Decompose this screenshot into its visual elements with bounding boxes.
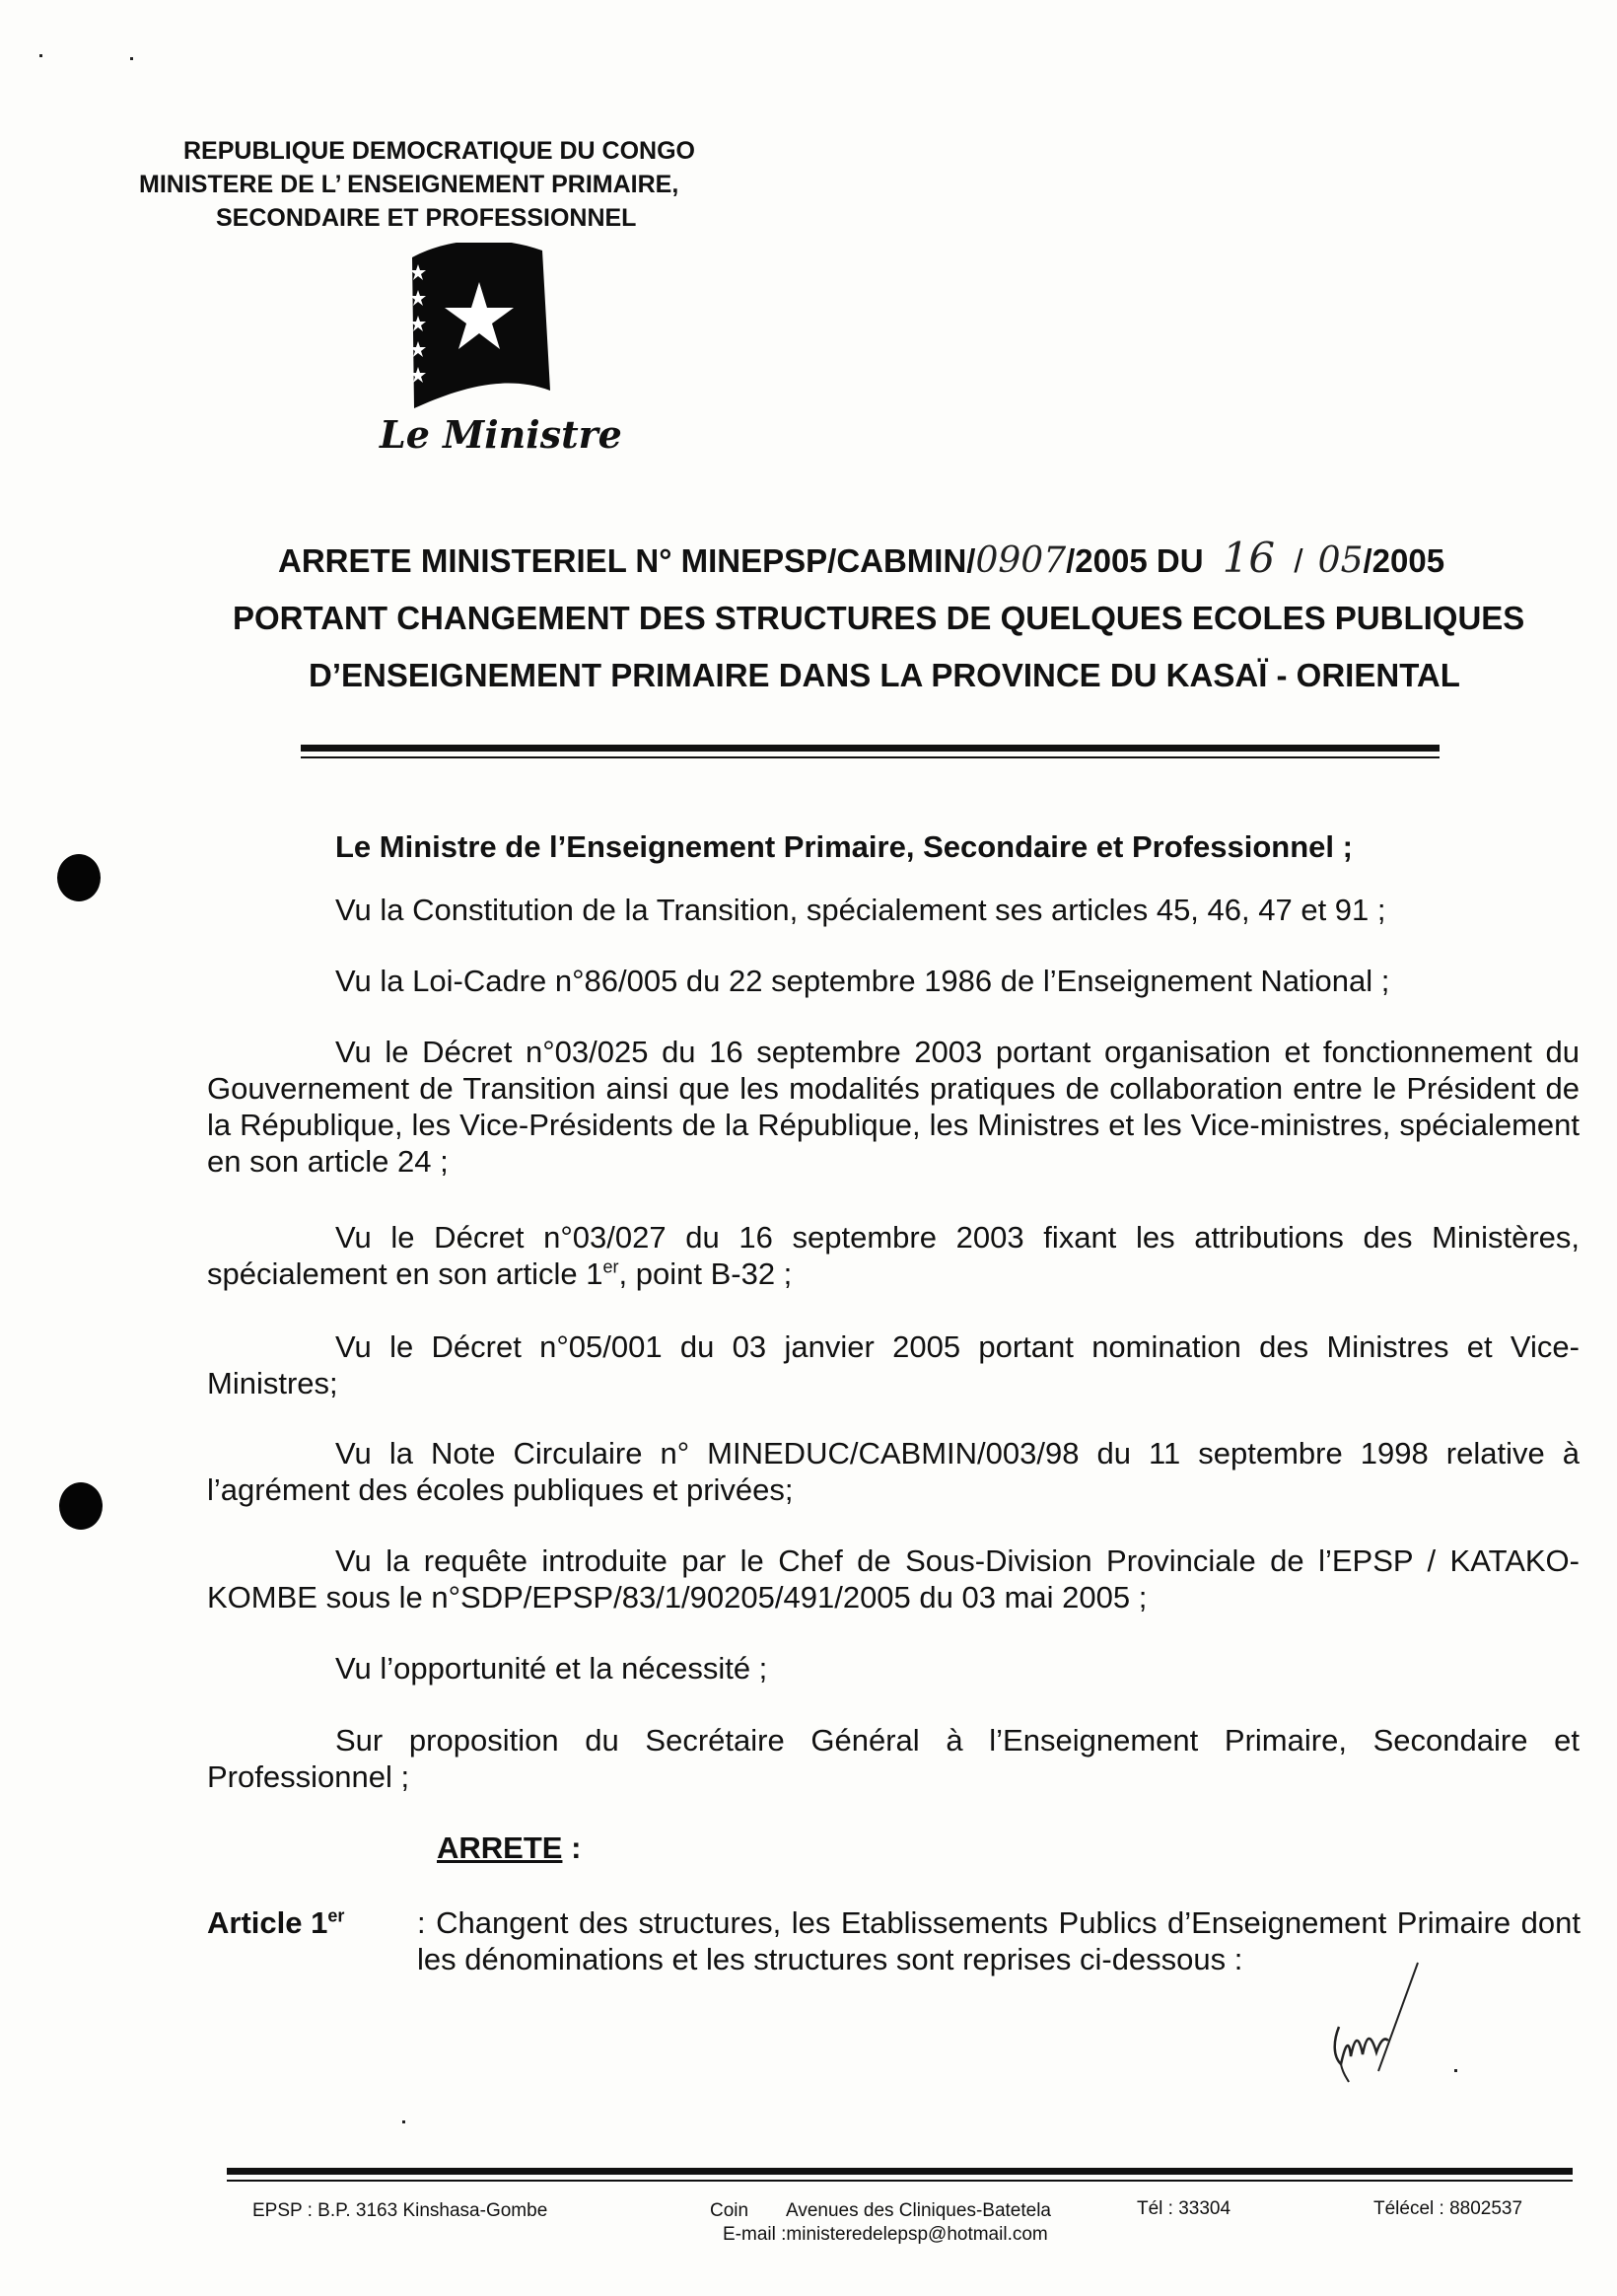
decret-03-027-end: , point B-32 ;: [618, 1256, 793, 1291]
handwritten-month: 05: [1317, 540, 1364, 581]
republic-name: REPUBLIQUE DEMOCRATIQUE DU CONGO: [183, 137, 695, 165]
decree-title-line1: [278, 534, 1444, 586]
scan-speck: [1454, 2069, 1457, 2072]
title-divider-thin: [301, 756, 1440, 758]
scan-speck: [39, 54, 42, 57]
considerant-requete: Vu la requête introduite par le Chef de Sous-Division Provinciale de l’EPSP / KATAKO-KOMBE sous le n°SDP/EPSP/83/1/90205/491/2005 du 03 mai 2005 ;: [207, 1543, 1580, 1614]
title-divider: [301, 745, 1440, 752]
arrete-heading: [437, 1830, 581, 1866]
ministry-name-cont: SECONDAIRE ET PROFESSIONNEL: [216, 204, 637, 232]
article-1-text: : Changent des structures, les Etablissements Publics d’Enseignement Primaire dont les dénominations et les structures sont reprises ci-dessous :: [417, 1905, 1581, 1976]
scan-speck: [402, 2120, 405, 2123]
decree-title-line2: PORTANT CHANGEMENT DES STRUCTURES DE QUELQUES ECOLES PUBLIQUES: [233, 600, 1525, 636]
footer-address: EPSP : B.P. 3163 Kinshasa-Gombe: [252, 2200, 548, 2221]
handwritten-day: 16: [1222, 534, 1276, 582]
date-year: /2005: [1363, 542, 1445, 579]
date-separator: /: [1294, 542, 1303, 579]
footer-telecel: Télécel : 8802537: [1373, 2198, 1523, 2219]
signature-initials: [1319, 1958, 1428, 2086]
considerant-constitution: Vu la Constitution de la Transition, spécialement ses articles 45, 46, 47 et 91 ;: [335, 893, 1386, 927]
considerant-decret-05-001: Vu le Décret n°05/001 du 03 janvier 2005 portant nomination des Ministres et Vice-Ministres;: [207, 1329, 1580, 1400]
flag-star-icon: [404, 243, 552, 410]
article-1-superscript: er: [327, 1905, 345, 1926]
footer-coin: Coin: [710, 2200, 749, 2221]
decree-title-line3: D’ENSEIGNEMENT PRIMAIRE DANS LA PROVINCE DU KASAÏ - ORIENTAL: [309, 657, 1460, 693]
decree-number-prefix: ARRETE MINISTERIEL N° MINEPSP/CABMIN/: [278, 542, 976, 579]
punch-hole-top: [57, 854, 101, 901]
considerant-proposition: Sur proposition du Secrétaire Général à l’Enseignement Primaire, Secondaire et Professionnel ;: [207, 1723, 1580, 1794]
considerant-decret-03-025: Vu le Décret n°03/025 du 16 septembre 2003 portant organisation et fonctionnement du Gouvernement de Transition ainsi que les modalités pratiques de collaboration entre le Président de la République, les Vice-Présidents de la République, les Ministres et les Vice-ministres, spécialement en son article 24 ;: [207, 1035, 1580, 1179]
arrete-colon: :: [562, 1830, 582, 1865]
arrete-label: ARRETE: [437, 1830, 563, 1865]
minister-label: Le Ministre: [380, 412, 622, 457]
footer-tel: Tél : 33304: [1137, 2198, 1231, 2219]
article-1-label: [207, 1904, 344, 1941]
footer-divider: [227, 2168, 1573, 2175]
footer-avenues: Avenues des Cliniques-Batetela: [786, 2200, 1051, 2221]
ministry-name: MINISTERE DE L’ ENSEIGNEMENT PRIMAIRE,: [139, 171, 679, 198]
punch-hole-bottom: [59, 1482, 103, 1530]
minister-intro: Le Ministre de l’Enseignement Primaire, Secondaire et Professionnel ;: [335, 829, 1353, 864]
considerant-decret-03-027: [207, 1219, 1580, 1292]
article-1-label-text: Article 1: [207, 1905, 328, 1940]
considerant-opportunite: Vu l’opportunité et la nécessité ;: [335, 1651, 768, 1686]
considerant-loi-cadre: Vu la Loi-Cadre n°86/005 du 22 septembre 1986 de l’Enseignement National ;: [335, 964, 1390, 998]
footer-divider-thin: [227, 2180, 1573, 2182]
considerant-note-circulaire: Vu la Note Circulaire n° MINEDUC/CABMIN/003/98 du 11 septembre 1998 relative à l’agrément des écoles publiques et privées;: [207, 1436, 1580, 1507]
decret-03-027-text: Vu le Décret n°03/027 du 16 septembre 2003 fixant les attributions des Ministères, spécialement en son article 1: [207, 1220, 1580, 1291]
decree-year: /2005 DU: [1066, 542, 1204, 579]
decret-03-027-superscript: er: [602, 1256, 619, 1277]
handwritten-decree-number: 0907: [975, 540, 1067, 581]
footer-email: E-mail :ministeredelepsp@hotmail.com: [723, 2224, 1048, 2245]
scan-speck: [130, 57, 133, 60]
